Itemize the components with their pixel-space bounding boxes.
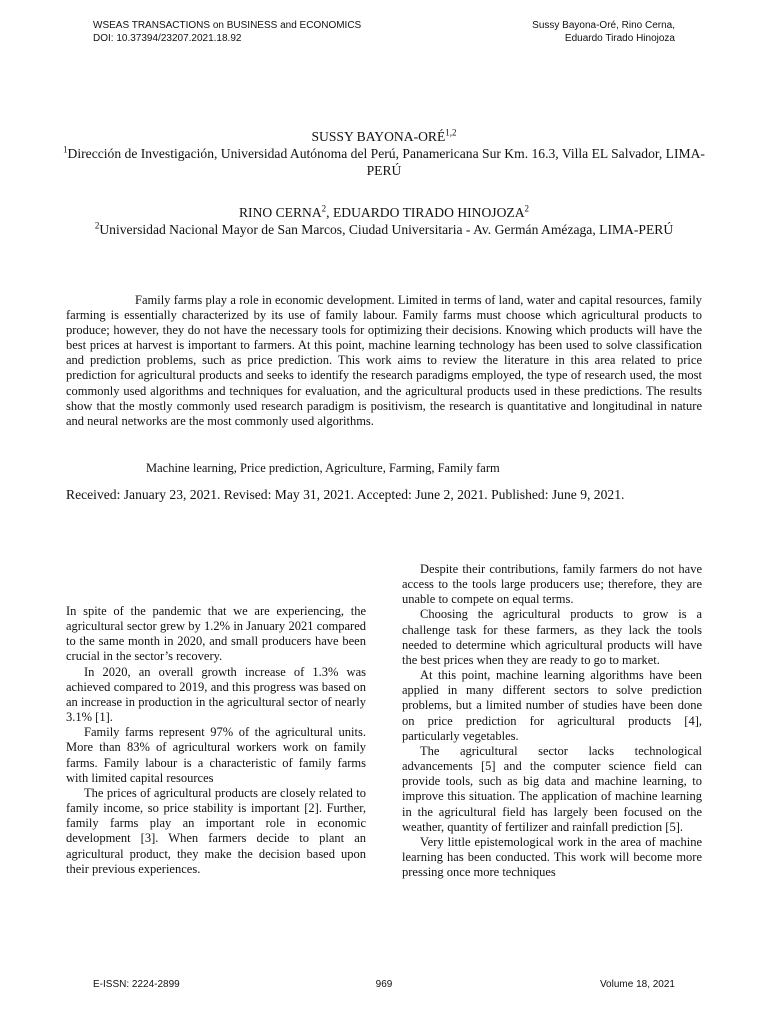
paragraph: The prices of agricultural products are closely related to family income, so price stability is important [2]. Further, family farms play an important role in economic development [3]. When farmers decide to plant an agricultural product, they make the decision based upon their previous experiences. [66, 785, 366, 876]
affiliation-1: $^1$Dirección de Investigación, Universidad Autónoma del Perú, Panamericana Sur Km. 16.3, Villa EL Salvador, LIMA-PERÚ [63, 144, 705, 178]
affiliation-2: $^2$Universidad Nacional Mayor de San Marcos, Ciudad Universitaria - Av. Germán Amézaga, LIMA-PERÚ [94, 220, 674, 237]
paragraph: The agricultural sector lacks technological advancements [5] and the computer science field can provide tools, such as big data and machine learning, to improve this situation. The application of machine learning in the agricultural field has largely been focused on the weather, quantity of fertilizer and rainfall prediction [5]. [402, 743, 702, 834]
paragraph: Family farms represent 97% of the agricultural units. More than 83% of agricultural workers work on family farms. Family labour is a characteristic of family farms with limited capital resources [66, 725, 366, 785]
running-header-left [93, 19, 361, 45]
abstract-text: Family farms play a role in economic development. Limited in terms of land, water and capital resources, family farming is essentially characterized by its use of family labour. Family farms must choose which agricultural products to produce; however, they do not have the necessary tools for optimizing their decisions. Knowing which products will have the best prices at harvest is important to farmers. At this point, machine learning technology has been used to solve classification and prediction problems, such as price prediction. This work aims to review the literature in this area related to price prediction for agricultural products and seeks to identify the research paradigms employed, the type of research used, the most commonly used algorithms and techniques for evaluation, and the agricultural products used in these predictions. The results show that the mostly commonly used research paradigm is positivism, the research is quantitative and longitudinal in nature and neural networks are the most commonly used algorithms. [66, 293, 702, 428]
footer-issn: E-ISSN: 2224-2899 [93, 979, 180, 990]
header-authors-line2: Eduardo Tirado Hinojoza [564, 33, 675, 44]
author-names-2: RINO CERNA$^2$, EDUARDO TIRADO HINOJOZA$^2$ [238, 203, 530, 220]
paragraph: In spite of the pandemic that we are experiencing, the agricultural sector grew by 1.2% in January 2021 compared to the same month in 2020, and small producers have been crucial in the sector’s recovery. [66, 604, 366, 664]
paragraph: In 2020, an overall growth increase of 1.3% was achieved compared to 2019, and this progress was based on an increase in production in the agricultural sector of nearly 3.1% [1]. [66, 664, 366, 725]
keywords: Machine learning, Price prediction, Agriculture, Farming, Family farm [146, 461, 500, 475]
footer-volume: Volume 18, 2021 [599, 979, 675, 990]
footer-page-number: 969 [375, 979, 393, 990]
running-header-right [532, 19, 675, 45]
journal-title: WSEAS TRANSACTIONS on BUSINESS and ECONOMICS [93, 20, 362, 31]
paragraph: Choosing the agricultural products to grow is a challenge task for these farmers, as they lack the tools needed to determine which agricultural products will have the best prices when they are ready to go to market. [402, 607, 702, 667]
author-name-1: SUSSY BAYONA-ORÉ$^{1,2}$ [311, 127, 457, 144]
paragraph: At this point, machine learning algorithms have been applied in many different sectors to solve prediction problems, but a limited number of studies have been done on price prediction for agricultural products [4], particularly vegetables. [402, 668, 702, 743]
abstract [66, 293, 702, 429]
body-left-column [66, 604, 366, 877]
author-block-1 [60, 128, 708, 179]
paragraph: Despite their contributions, family farmers do not have access to the tools large producers use; therefore, they are unable to compete on equal terms. [402, 562, 702, 607]
doi: DOI: 10.37394/23207.2021.18.92 [93, 33, 242, 44]
author-block-2 [60, 204, 708, 238]
body-right-column [402, 562, 702, 936]
publication-dates: Received: January 23, 2021. Revised: May 31, 2021. Accepted: June 2, 2021. Published: June 9, 2021. [66, 487, 625, 502]
header-authors-line1: Sussy Bayona-Oré, Rino Cerna, [532, 20, 675, 31]
paragraph: Very little epistemological work in the area of machine learning has been conducted. This work will become more pressing once more techniques [402, 834, 702, 880]
